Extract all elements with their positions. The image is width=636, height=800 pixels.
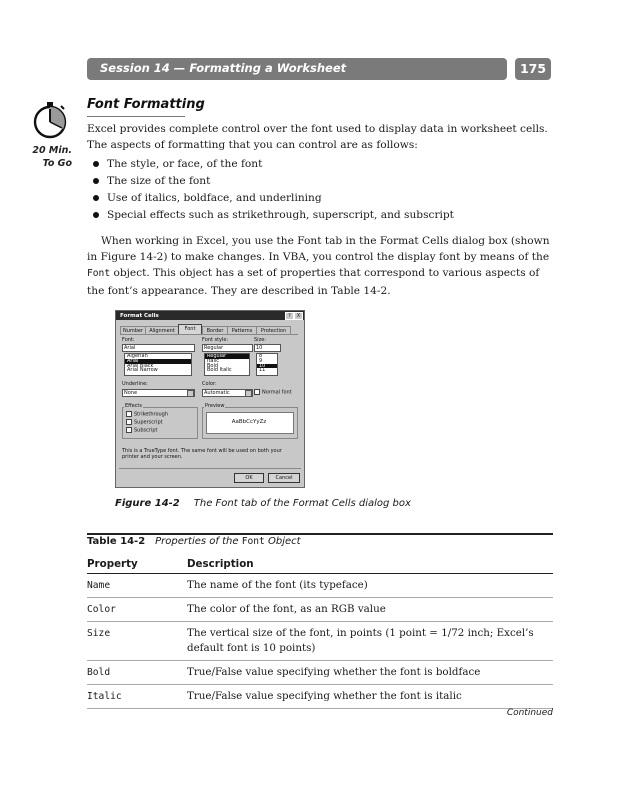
table-row: [87, 574, 553, 598]
preview-text: AaBbCcYyZz: [231, 419, 267, 425]
font-label: Font:: [122, 337, 135, 343]
time-note-line1: 20 Min.: [32, 145, 72, 156]
list-item[interactable]: Bold: [207, 362, 219, 369]
table-title-prefix: Properties of the: [155, 536, 242, 547]
column-header-property: Property: [87, 556, 187, 574]
list-item: Special effects such as strikethrough, superscript, and subscript: [93, 207, 553, 224]
font-style-list[interactable]: [204, 353, 250, 376]
table-number: Table 14-2: [87, 536, 146, 547]
checkbox-icon[interactable]: [126, 419, 132, 425]
property-cell: Size: [87, 622, 187, 661]
bullet-list: [93, 156, 553, 224]
tab-font[interactable]: Font: [178, 324, 202, 335]
subscript-checkbox[interactable]: [126, 427, 157, 434]
superscript-label: Superscript: [134, 419, 163, 426]
font-info-text: This is a TrueType font. The same font will be used on both your printer and your screen.: [122, 448, 282, 460]
table-title-suffix: Object: [264, 536, 301, 547]
description-cell: True/False value specifying whether the font is italic: [187, 685, 553, 709]
button-separator: [119, 468, 301, 469]
figure-caption: [115, 498, 411, 509]
tab-border[interactable]: Border: [202, 326, 228, 335]
property-cell: Color: [87, 598, 187, 622]
ok-button[interactable]: OK: [234, 473, 264, 483]
size-input[interactable]: 10: [254, 344, 281, 352]
property-cell: Name: [87, 574, 187, 598]
table-row: [87, 685, 553, 709]
cancel-button[interactable]: Cancel: [268, 473, 300, 483]
para-text-before: When working in Excel, you use the Font tab in the Format Cells dialog box (shown in Figure 14-2) to make changes. In VBA, you control the display font by means of the: [87, 235, 550, 264]
figure-caption-text: The Font tab of the Format Cells dialog box: [193, 498, 411, 509]
normal-font-label: Normal font: [262, 389, 292, 396]
list-item[interactable]: 8: [259, 353, 263, 359]
checkbox-icon[interactable]: [254, 389, 260, 395]
clock-icon: [32, 100, 72, 140]
strikethrough-checkbox[interactable]: [126, 411, 168, 418]
underline-label: Underline:: [122, 381, 148, 387]
table-row: [87, 598, 553, 622]
color-select[interactable]: Automatic: [202, 389, 253, 397]
checkbox-icon[interactable]: [126, 411, 132, 417]
heading-underline: [87, 116, 185, 117]
list-item: Use of italics, boldface, and underlining: [93, 190, 553, 207]
tab-protection[interactable]: Protection: [256, 326, 291, 335]
figure-number: Figure 14-2: [115, 498, 180, 509]
tab-patterns[interactable]: Patterns: [227, 326, 257, 335]
table-top-rule: [87, 533, 553, 535]
help-button[interactable]: ?: [285, 312, 294, 320]
tab-alignment[interactable]: Alignment: [145, 326, 179, 335]
continued-note: Continued: [506, 708, 553, 718]
properties-table: [87, 556, 553, 709]
list-item[interactable]: Arial Black: [127, 362, 154, 369]
chevron-down-icon[interactable]: [187, 390, 194, 397]
list-item[interactable]: 11: [259, 367, 266, 374]
color-label: Color:: [202, 381, 217, 387]
underline-select[interactable]: None: [122, 389, 195, 397]
list-item: The style, or face, of the font: [93, 156, 553, 173]
list-item: The size of the font: [93, 173, 553, 190]
list-item[interactable]: Arial Narrow: [127, 367, 158, 374]
table-title-code: Font: [241, 536, 265, 547]
chevron-down-icon[interactable]: [245, 390, 252, 397]
normal-font-checkbox[interactable]: [254, 389, 292, 396]
column-header-description: Description: [187, 556, 553, 574]
close-button[interactable]: X: [294, 312, 303, 320]
tab-pane-border: [120, 334, 298, 335]
font-input[interactable]: Arial: [122, 344, 195, 352]
tab-number[interactable]: Number: [120, 326, 146, 335]
description-cell: True/False value specifying whether the font is boldface: [187, 661, 553, 685]
effects-label: Effects: [125, 403, 142, 409]
description-cell: The name of the font (its typeface): [187, 574, 553, 598]
list-item[interactable]: 9: [259, 357, 263, 364]
font-style-input[interactable]: Regular: [202, 344, 253, 352]
table-header-row: [87, 556, 553, 574]
table-row: [87, 661, 553, 685]
subscript-label: Subscript: [134, 427, 158, 434]
format-cells-dialog: [115, 310, 305, 488]
font-style-label: Font style:: [202, 337, 229, 343]
size-list[interactable]: [256, 353, 278, 376]
table-row: [87, 622, 553, 661]
time-remaining-note: [28, 144, 72, 170]
list-item[interactable]: 10: [257, 364, 277, 369]
size-label: Size:: [254, 337, 266, 343]
inline-code-font: Font: [87, 268, 111, 280]
intro-paragraph: Excel provides complete control over the font used to display data in worksheet cells. The aspects of formatting that you can control are as follows:: [87, 123, 548, 152]
checkbox-icon[interactable]: [126, 427, 132, 433]
running-header-title: Session 14 — Formatting a Worksheet: [100, 61, 347, 75]
list-item[interactable]: Bold Italic: [207, 367, 232, 374]
table-caption: [87, 536, 301, 547]
time-note-line2: To Go: [42, 158, 72, 169]
property-cell: Bold: [87, 661, 187, 685]
list-item[interactable]: Arial: [125, 359, 191, 364]
page-number: 175: [519, 61, 547, 76]
list-item[interactable]: Algerian: [127, 353, 148, 359]
body-paragraph: [87, 233, 553, 299]
list-item[interactable]: Italic: [207, 357, 220, 364]
description-cell: The vertical size of the font, in points (1 point = 1/72 inch; Excel’s default font is 10 points): [187, 622, 553, 661]
font-list[interactable]: [124, 353, 192, 376]
superscript-checkbox[interactable]: [126, 419, 163, 426]
strikethrough-label: Strikethrough: [134, 411, 169, 418]
list-item[interactable]: Regular: [205, 354, 249, 359]
section-heading: Font Formatting: [87, 97, 205, 112]
para-text-after: object. This object has a set of properties that correspond to various aspects of the font’s appearance. They are described in Table 14-2.: [87, 267, 540, 297]
description-cell: The color of the font, as an RGB value: [187, 598, 553, 622]
preview-label: Preview: [205, 403, 225, 409]
dialog-title: Format Cells: [120, 312, 159, 319]
property-cell: Italic: [87, 685, 187, 709]
